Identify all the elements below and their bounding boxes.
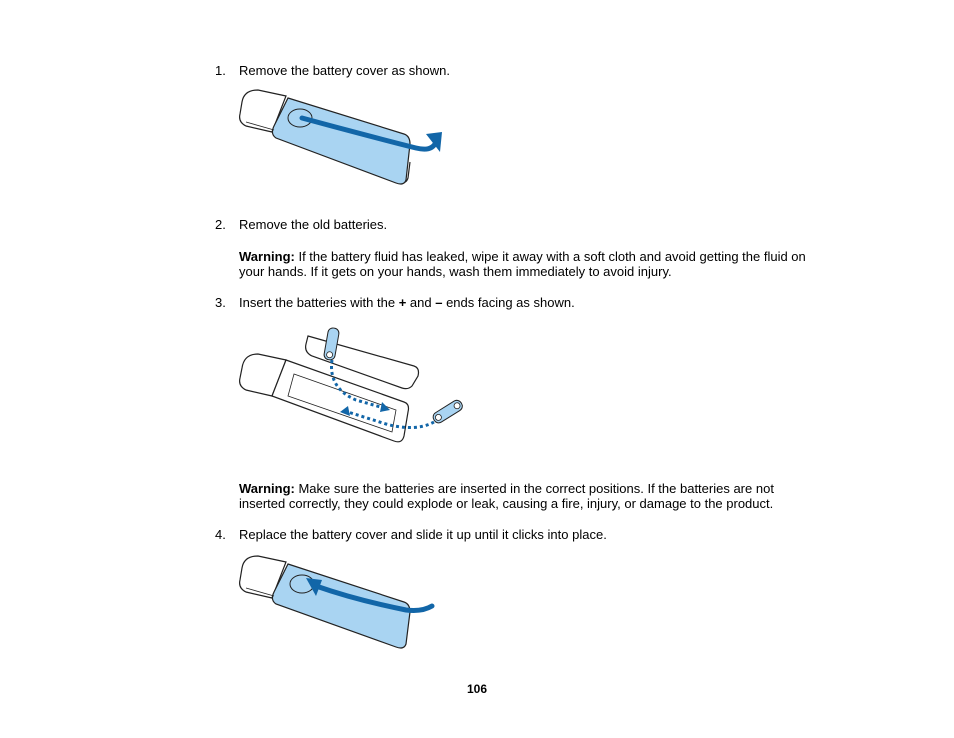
warning-block-1 xyxy=(239,249,819,279)
replace-cover-illustration xyxy=(236,550,446,652)
step-number: 4. xyxy=(215,527,226,542)
warning-block-2 xyxy=(239,481,819,511)
step-text: Remove the old batteries. xyxy=(239,217,388,232)
remove-cover-illustration xyxy=(236,86,446,188)
page-number: 106 xyxy=(466,682,488,696)
warning-text: Make sure the batteries are inserted in the correct positions. If the batteries are not inserted correctly, they could explode or leak, causing a fire, injury, or damage to the product. xyxy=(239,481,774,511)
step-text: Insert the batteries with the + and – ends facing as shown. xyxy=(239,295,575,310)
step-number: 3. xyxy=(215,295,226,310)
step-number: 1. xyxy=(215,63,226,78)
step-number: 2. xyxy=(215,217,226,232)
warning-text: If the battery fluid has leaked, wipe it away with a soft cloth and avoid getting the fluid on your hands. If it gets on your hands, wash them immediately to avoid injury. xyxy=(239,249,806,279)
insert-batteries-illustration xyxy=(236,318,472,448)
warning-label: Warning: xyxy=(239,481,295,496)
warning-label: Warning: xyxy=(239,249,295,264)
step-text: Replace the battery cover and slide it up until it clicks into place. xyxy=(239,527,607,542)
step-text: Remove the battery cover as shown. xyxy=(239,63,450,78)
